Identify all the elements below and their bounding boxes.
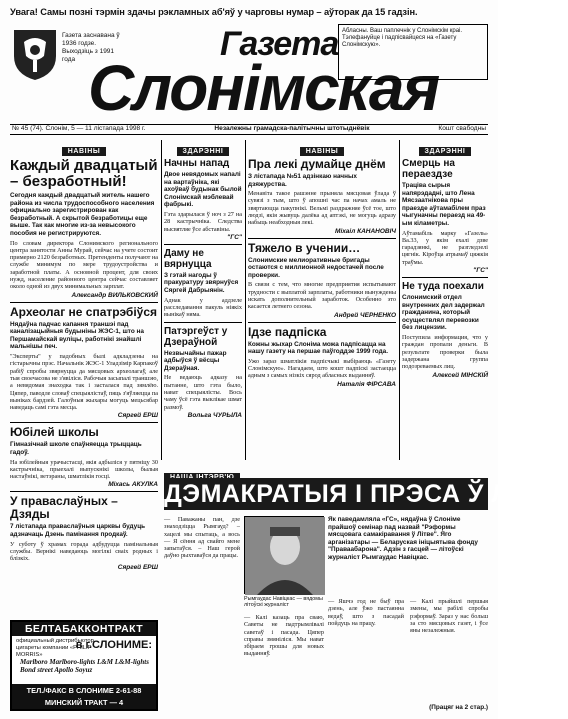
lead: Слонимский отдел внутренних дел задержал гражданина, который осуществлял перевозки без лицензии.	[402, 294, 485, 332]
body-text: "Эксперты" у падобных былі адкладзены на гістарычны прэс. Начальнік ЖЭС-1 Уладзімір Карпакоў рабіў спробы звярнуцца да мясцовых археолагаў, але тыя своечасова не з'явіліся. Рабочыя засыпалі траншэю, а невядомая знаходка так і засталася пад зямлёю. Цяпер, паводле словаў спецыялістаў, пяць з'яўляецца па выніках бардзей. Галоўныя жыхары могуць мецьсябар наведаць самі гэта месца.	[10, 353, 158, 412]
column-1	[10, 140, 158, 571]
issue-number: № 45 (74). Слонім, 5 — 11 лістапада 1998 г.	[12, 125, 146, 132]
headline: Начны напад	[164, 158, 230, 169]
column-4	[402, 140, 488, 379]
article-pharmacy	[248, 158, 396, 235]
byline: Александр ВИЛЬКОВСКИЙ	[71, 291, 158, 299]
body-text: Менавіта такое рашэнне прыняла мясцовая ўлада ў сувязі з тым, што ў апошні час па начах амаль не звяртаюцца пакупнікі. Вельмі раздражняе ўсё тое, што людзі, якія жывуць далёка ад аптэкі, не могуць адразу набыць неабходныя лекі.	[248, 190, 396, 227]
headline: Ідзе падпіска	[248, 324, 327, 339]
byline: Наталія ФІРСАВА	[337, 380, 396, 388]
byline: Андрей ЧЕРНЕНКО	[334, 311, 396, 319]
body-text: Гэта здарылася ў ноч з 27 на 28 кастрычніка. Следства высвятляе ўсе абставіны.	[164, 210, 242, 233]
byline: Вольга ЧУРЫЛА	[187, 411, 242, 419]
article-wrong-way	[402, 281, 488, 378]
headline: Смерць на пераездзе	[402, 158, 455, 180]
advert-subtitle: официальный дистрибьютор цигареты компании «PHILIP MORRIS»	[16, 638, 94, 658]
article-railway-death	[402, 158, 488, 274]
article-subscription	[248, 326, 396, 388]
lead: Гімназічнай школе спаўняецца трыццаць гадоў.	[10, 441, 142, 456]
issue-price: Кошт свабодны	[438, 125, 486, 132]
article-unemployment	[10, 158, 158, 299]
byline: Міхась АКУЛКА	[108, 481, 158, 489]
headline: Тяжело в учении…	[248, 240, 361, 255]
lead: Слонимские мелиоративные бригады остаются с миллионной недостачей после проверки.	[248, 256, 384, 279]
feature-column-c: — Яшчэ год не быў пра дзень, але ўжо пастаянна ведаў, што з пасадай пойдуць на працу.	[328, 598, 404, 627]
headline: Археолаг не спатрэбіўся	[10, 304, 158, 319]
masthead-ad-box: Абласны. Ваш паплечнік у Слонімскім краі. Тэлефануйце і падпісвайцеся на «Газету Слонімскую».	[338, 24, 488, 80]
rubric-news: НАВІНЫ	[62, 147, 107, 156]
body-text: На юбілейныя урачыстасці, якія адбыліся у пятніцу 30 кастрычніка, прыехалі выпускнікі школы, былыя настаўнікі, ветэраны, шматлікія госці.	[10, 458, 158, 481]
article-training	[248, 242, 396, 319]
feature-column-b: — Калі казаць пра сваю, Саветы не падтрымлівалі саветаў і пасада. Цяпер справы змяніліся. Мы нават збіраем грошы для новых выданняў.	[244, 614, 324, 658]
coat-of-arms-icon	[10, 26, 60, 82]
feature-title: ДЭМАКРАТЫЯ І ПРЭСА Ў ЛІТВЕ	[164, 480, 568, 508]
body-text: В связи с тем, что многие предприятия испытывают трудности с выплатой зарплаты, работники вынуждены искать дополнительный заработок. Особенно это касается летнего сезона.	[248, 281, 396, 311]
feature-intro: Як паведамляла «ГС», нядаўна ў Слоніме прайшоў семінар пад назвай "Рэформы мясцовага самакіравання ў Літве". Яго арганізатары — Беларуская ініцыятыва фонду "Праваабарона". Адзін з гасцей — літоўскі журналіст Рымгаудас Навіцкас.	[328, 516, 478, 561]
top-banner: Увага! Самы позні тэрмін здачы рэкламных аб'яў у чарговы нумар – аўторак да 15 гадзін.	[10, 7, 418, 17]
lead: Кожны жыхар Слоніма можа падпісацца на нашу газету на першае паўгоддзе 1999 года.	[248, 340, 389, 356]
rubric-incidents: ЗДАРЭННІ	[177, 147, 230, 156]
feature-column-a: — Паважаны пан, дзе знаходзіцца Рымгауд? – хацелі мы спытаць, а вось — Я сёння ад свайго мене запытаўся. – Наш герой даўно рыхтаваўся да працы.	[164, 516, 240, 560]
headline: Даму не вярнуцца	[164, 247, 212, 270]
byline: Сяргей ЕРШ	[117, 412, 158, 420]
advert-beltabakcontract	[10, 620, 158, 711]
body-text: По словам директора Слонимского регионального центра занятости Анны Мурай, сейчас на учете состоит примерно 2120 безработных. Претенденты получают на службе минимум по мере трудоустройства и заработной платы. А основной процент, для своих нужд, население районного центра сейчас составляет около одной из двух минимальных зарплат.	[10, 239, 158, 291]
article-archaeologist	[10, 306, 158, 420]
byline: Міхаіл КАНАНОВІЧ	[335, 227, 396, 235]
masthead	[10, 22, 488, 122]
body-text: Ужо зараз шматлікія падпісчыкі выбіраюць «Газету Слонімскую». Нагадаем, што кошт падпіскі застаецца адным з самых нізкіх сярод абласных выданняў.	[248, 357, 396, 380]
headline: Пра лекі думайце днём	[248, 157, 386, 171]
advert-contacts: ТЕЛ./ФАКС В СЛОНИМЕ 2-61-88 МИНСКИЙ ТРАКТ — 4	[12, 684, 156, 709]
headline: Патэргеўст у Дзераўной	[164, 325, 228, 348]
lead: 7 лістапада праваслаўныя царквы будуць адзначаць Дзень памінання продкаў.	[10, 523, 146, 539]
headline: Юбілей школы	[10, 425, 99, 440]
lead: З лістапада №51 адзінкаю начных дзяжурства.	[248, 173, 357, 188]
photo-caption: Рымгаудас Навіцкас — вядомы літоўскі журналіст	[244, 596, 323, 609]
lead: Нядаўна падчас капання траншэі пад каналізацыйныя будыніны ЖЭС-1, што на Першамайскай вуліцы, работнікі знайшлі мальнішы печ.	[10, 320, 144, 351]
column-3	[248, 140, 396, 388]
lead: З гэтай нагоды ў пракуратуру звярнуўся Сяргей Дабрыянін.	[164, 271, 239, 295]
feature-column-d: — Калі прыйшлі першыя змены, мы рабілі спробы рэформаў. Зараз у нас больш за сто мясцовых газет, і ўсе яны незалежныя.	[410, 598, 488, 635]
masthead-tagline: Газета заснавана ў 1936 годзе. Выходзіць з 1991 года	[62, 32, 120, 63]
rubric-incidents: ЗДАРЭННІ	[419, 147, 472, 156]
portrait-icon	[245, 517, 325, 595]
interviewee-photo	[244, 516, 324, 594]
lead: Двое невядомых напалі на вартаўніка, які ахоўваў будынак былой Слонімскай мэблевай фабрыкі.	[164, 171, 242, 209]
article-dzyady	[10, 495, 158, 570]
byline: "ГС"	[473, 267, 488, 275]
body-text: У суботу ў храмах горада адбудуцца памінальныя службы. Вернікі наведаюць могілкі сваіх родных і блізкіх.	[10, 540, 158, 563]
advert-city: в г.СЛОНИМЕ:	[75, 639, 152, 651]
byline: Сяргей ЕРШ	[117, 563, 158, 571]
issue-subtitle: Незалежны грамадска-палітычны штотыднёвік	[214, 125, 370, 132]
masthead-title: Слонімская	[88, 52, 439, 124]
headline: У праваслаўных – Дзяды	[10, 494, 118, 522]
lead: Незвычайны пажар адбыўся ў вёсцы Дзераўная.	[164, 349, 227, 372]
advert-title: БЕЛТАБАККОНТРАКТ	[12, 622, 156, 636]
lead: Траціва сырыя напярэдадні, што Лена Мясзаатнікова пры праезде аўтамабілем праз чыгуначны пераезд на 49-ым кіламетры.	[402, 182, 486, 227]
body-text: Аўтамабіль марку «Газель» Ва.33, у якім ехалі дзве гарадзянкі, не разгледзелі цягнік. Кіроўца атрымаў цяжкія траўмы.	[402, 229, 488, 266]
headline: Не туда поехали	[402, 281, 484, 293]
byline: "ГС"	[227, 233, 242, 241]
rubric-news: НАВІНЫ	[300, 147, 345, 156]
article-night-attack	[164, 158, 242, 241]
body-text: Не ведаюць адказу на пытанне, што гэта было, нават спецыялісты. Вось чаму ўсё гэта выклікае шмат размоў.	[164, 374, 242, 411]
headline: Каждый двадцатый – безработный!	[10, 157, 158, 190]
feature-interview	[164, 466, 568, 711]
article-poltergeist	[164, 326, 242, 419]
masthead-title-small: Газета	[220, 25, 339, 63]
issue-bar	[10, 124, 488, 135]
body-text: Поступила информация, что у граждан пропали деньги. В результате проверки была задержана группа подозреваемых лиц.	[402, 334, 488, 371]
column-2	[164, 140, 242, 419]
lead: Сегодня каждый двадцатый житель нашего района из числа трудоспособного населения официально зарегистрирован как безработный. А скрытой безработицы еще выше. Так как многие из-за невысокого пособия не регистрируются.	[10, 192, 155, 237]
byline: Алексей МІНСКІЙ	[432, 371, 488, 379]
advert-brands: Marlboro Marlboro-lights L&M L&M-lights Bond street Apollo Soyuz	[20, 658, 149, 674]
continued-note: (Працяг на 2 стар.)	[429, 704, 488, 711]
body-text: Аднак у аддзеле расследавання пакуль ніякіх вынікаў няма.	[164, 296, 242, 319]
article-home-return	[164, 248, 242, 319]
article-school-jubilee	[10, 426, 158, 488]
